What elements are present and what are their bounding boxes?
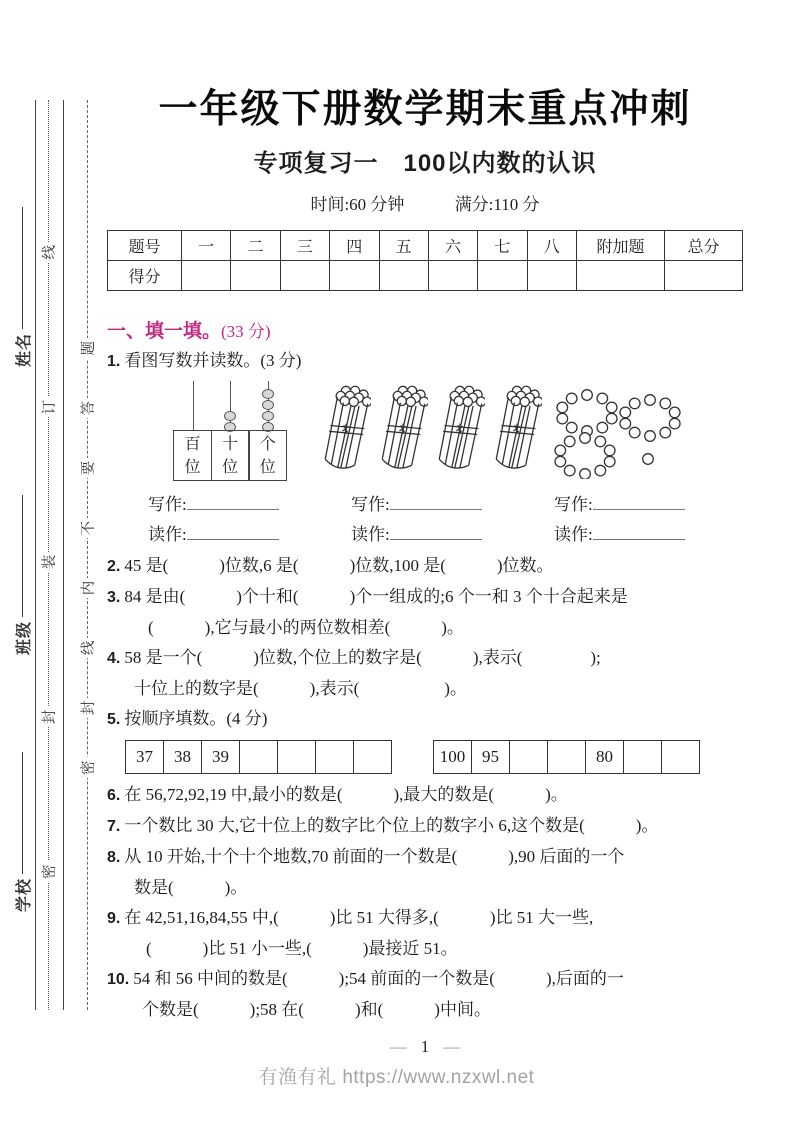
score-cell [231, 261, 280, 291]
score-header-cell: 总分 [665, 231, 743, 261]
question-line: 数是( )。 [134, 878, 248, 897]
question-1: 1. 看图写数并读数。(3 分) [107, 351, 302, 370]
abacus-bead [262, 400, 274, 410]
circle-ring [557, 390, 617, 437]
question-line: 在 56,72,92,19 中,最小的数是( ),最大的数是( )。 [124, 785, 568, 804]
stick-bundle [380, 383, 428, 475]
question-5: 5. 按顺序填数。(4 分) [107, 709, 268, 728]
abacus-bead [262, 411, 274, 421]
seal-line-text: 密 封 线 内 不 要 答 题 [77, 338, 97, 778]
binding-line-text: 密 封 装 订 线 [38, 242, 58, 882]
write-row [107, 490, 743, 515]
question-text: 按顺序填数。(4 分) [124, 709, 268, 728]
write-label: 写作: [554, 495, 593, 514]
sequence-cell: 38 [164, 741, 202, 774]
abacus-beads [224, 410, 236, 432]
abacus-tens-column [211, 381, 250, 481]
sequence-cell [624, 741, 662, 774]
class-label: 班级 [15, 620, 33, 655]
sequence-cell: 39 [202, 741, 240, 774]
question-6: 6. 在 56,72,92,19 中,最小的数是( ),最大的数是( )。 [107, 785, 568, 804]
school-blank [22, 752, 23, 874]
score-cell [478, 261, 527, 291]
margin-rule-left [35, 100, 36, 1010]
question-line: 84 是由( )个十和( )个一组成的;6 个一和 3 个十合起来是 [124, 587, 628, 606]
answer-blank [390, 525, 482, 540]
sequence-cell [662, 741, 700, 774]
score-cell [527, 261, 576, 291]
abacus-ones-column [248, 381, 287, 481]
time-limit: 时间:60 分钟 [310, 195, 405, 214]
score-header-cell: 题号 [108, 231, 182, 261]
sequence-cell [354, 741, 392, 774]
question-line: 在 42,51,16,84,55 中,( )比 51 大得多,( )比 51 大一些, [124, 908, 594, 927]
question-line: 十位上的数字是( ),表示( )。 [134, 679, 467, 698]
section-heading: 一、填一填。(33 分) [107, 321, 271, 342]
score-cell [330, 261, 379, 291]
section-points: (33 分) [221, 322, 271, 341]
name-blank [22, 207, 23, 329]
question-line: 58 是一个( )位数,个位上的数字是( ),表示( ); [124, 648, 601, 667]
score-table-score-row [108, 261, 743, 291]
abacus-figure [173, 381, 287, 481]
score-row-label: 得分 [108, 261, 182, 291]
sequence-cell [316, 741, 354, 774]
sequence-cell [278, 741, 316, 774]
class-blank [22, 495, 23, 617]
sequence-table-1 [125, 740, 392, 774]
question-10: 10. 54 和 56 中间的数是( );54 前面的一个数是( ),后面的一 个数是( );58 在( )和( )中间。 [107, 964, 743, 1025]
single-circle [643, 454, 654, 465]
question-8: 8. 从 10 开始,十个十个地数,70 前面的一个数是( ),90 后面的一个 数是( )。 [107, 842, 743, 903]
margin-rule-right [63, 100, 64, 1010]
score-header-cell: 附加题 [577, 231, 665, 261]
circle-ring [555, 433, 615, 479]
sequence-cell [510, 741, 548, 774]
read-row [107, 520, 743, 545]
circle-ring [620, 395, 680, 442]
sequence-table-2 [433, 740, 700, 774]
score-cell [379, 261, 428, 291]
score-header-cell: 四 [330, 231, 379, 261]
score-header-cell: 七 [478, 231, 527, 261]
abacus-place-label: 十 位 [211, 430, 250, 481]
page-subtitle: 专项复习一 100以内数的认识 [253, 150, 597, 177]
answer-blank [593, 525, 685, 540]
number-sequences [125, 740, 743, 774]
name-label: 姓名 [15, 332, 33, 367]
read-label: 读作: [148, 525, 187, 544]
answer-blank [187, 495, 279, 510]
score-cell [182, 261, 231, 291]
page-number-dash: — [443, 1037, 461, 1056]
question-4: 4. 58 是一个( )位数,个位上的数字是( ),表示( ); 十位上的数字是( ),表示( )。 [107, 643, 743, 704]
score-cell [280, 261, 329, 291]
student-class-field [12, 495, 32, 655]
score-cell [577, 261, 665, 291]
abacus-hundreds-column [173, 381, 212, 481]
abacus-rod [193, 381, 194, 431]
abacus-beads [262, 388, 274, 432]
question-9: 9. 在 42,51,16,84,55 中,( )比 51 大得多,( )比 51 大一些, ( )比 51 小一些,( )最接近 51。 [107, 903, 743, 964]
write-label: 写作: [148, 495, 187, 514]
abacus-bead [262, 389, 274, 399]
read-label: 读作: [351, 525, 390, 544]
stick-bundle [323, 383, 371, 475]
site-watermark[interactable]: 有渔有礼 https://www.nzxwl.net [258, 1067, 535, 1088]
question-line: 个数是( );58 在( )和( )中间。 [142, 1000, 491, 1019]
question-text: 看图写数并读数。(3 分) [124, 351, 302, 370]
question-7: 7. 一个数比 30 大,它十位上的数字比个位上的数字小 6,这个数是( )。 [107, 816, 659, 835]
score-header-cell: 五 [379, 231, 428, 261]
exam-paper [107, 78, 743, 1057]
score-cell [428, 261, 477, 291]
score-header-cell: 八 [527, 231, 576, 261]
score-header-cell: 三 [280, 231, 329, 261]
write-label: 写作: [351, 495, 390, 514]
question-line: 54 和 56 中间的数是( );54 前面的一个数是( ),后面的一 [133, 969, 624, 988]
sequence-cell: 37 [126, 741, 164, 774]
answer-blank [390, 495, 482, 510]
question-3: 3. 84 是由( )个十和( )个一组成的;6 个一和 3 个十合起来是 ( ),它与最小的两位数相差( )。 [107, 582, 743, 643]
sequence-cell: 95 [472, 741, 510, 774]
stick-bundle [437, 383, 485, 475]
question-line: 45 是( )位数,6 是( )位数,100 是( )位数。 [124, 556, 554, 575]
sequence-cell [548, 741, 586, 774]
abacus-place-label: 个 位 [248, 430, 287, 481]
page-number: — 1 — [389, 1037, 461, 1056]
score-cell [665, 261, 743, 291]
page-number-dash: — [389, 1037, 407, 1056]
score-header-cell: 六 [428, 231, 477, 261]
school-label: 学校 [15, 877, 33, 912]
question-line: ( ),它与最小的两位数相差( )。 [148, 618, 464, 637]
question-1-figures [107, 381, 743, 483]
exam-info [107, 190, 743, 215]
stick-bundle [494, 383, 542, 475]
score-table-header-row [108, 231, 743, 261]
sequence-cell: 80 [586, 741, 624, 774]
full-score: 满分:110 分 [454, 195, 540, 214]
answer-blank [187, 525, 279, 540]
sequence-cell [240, 741, 278, 774]
circle-rings-drawing [545, 387, 735, 479]
question-line: 从 10 开始,十个十个地数,70 前面的一个数是( ),90 后面的一个 [124, 847, 625, 866]
abacus-bead [224, 411, 236, 421]
student-name-field [12, 207, 32, 367]
score-table [107, 230, 743, 291]
sequence-cell: 100 [434, 741, 472, 774]
question-line: ( )比 51 小一些,( )最接近 51。 [146, 939, 458, 958]
student-school-field [12, 752, 32, 912]
page-title: 一年级下册数学期末重点冲刺 [158, 88, 692, 131]
abacus-place-label: 百 位 [173, 430, 212, 481]
answer-blank [593, 495, 685, 510]
read-label: 读作: [554, 525, 593, 544]
score-header-cell: 一 [182, 231, 231, 261]
question-line: 一个数比 30 大,它十位上的数字比个位上的数字小 6,这个数是( )。 [124, 816, 659, 835]
score-header-cell: 二 [231, 231, 280, 261]
stick-bundles-figure [323, 383, 542, 475]
circle-groups-figure [545, 387, 735, 484]
question-2: 2. 45 是( )位数,6 是( )位数,100 是( )位数。 [107, 556, 554, 575]
